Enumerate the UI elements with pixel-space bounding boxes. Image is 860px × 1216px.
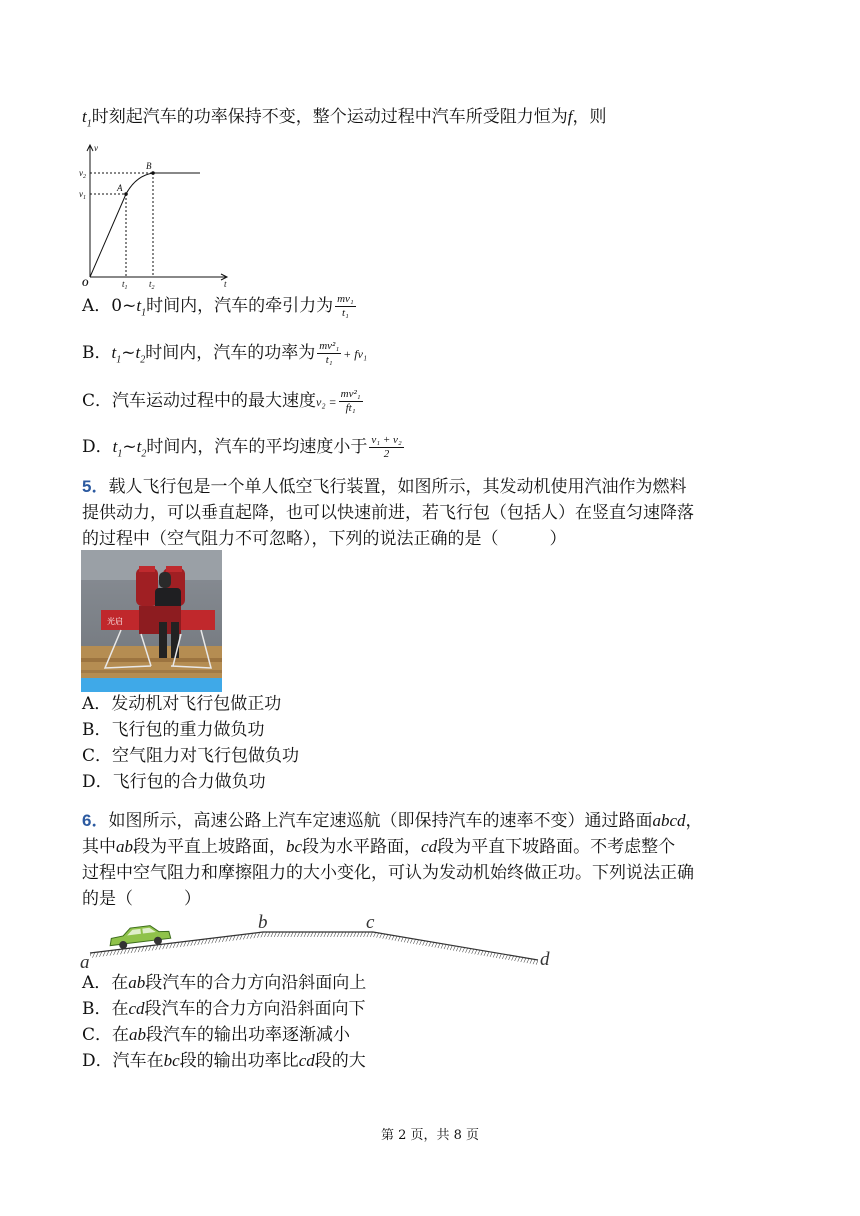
point-b-label: B [146, 161, 152, 171]
fraction: $\frac{\text{v₁ + v₂}}{2}$ [371, 434, 402, 460]
q5-option-d: D．飞行包的合力做负功 [82, 772, 266, 792]
jetpack-brand-label: 光启 [107, 617, 123, 626]
point-a-label: A [117, 183, 123, 193]
q4-option-b: B．$t_1\sim t_2$时间内，汽车的功率为 $\frac{\text{mv²₁}}{\text{t₁}}$ + fv₁ [82, 340, 368, 366]
q6-stem-line1: 6．如图所示，高速公路上汽车定速巡航（即保持汽车的速率不变）通过路面abcd， [82, 811, 703, 831]
q6-stem-line3: 过程中空气阻力和摩擦阻力的大小变化，可认为发动机始终做正功。下列说法正确 [82, 863, 694, 883]
q6-option-d: D．汽车在bc段的输出功率比cd段的大 [82, 1051, 366, 1071]
jetpack-photo [81, 550, 222, 692]
var-t: t [82, 107, 87, 126]
q6-stem-line4: 的是（ ） [82, 889, 201, 909]
road-diagram [78, 910, 558, 973]
y-axis-label: v [94, 143, 98, 153]
road-label-b: b [258, 912, 268, 933]
fraction: $\frac{\text{mv₁}}{\text{t₁}}$ [337, 293, 354, 319]
q5-option-c: C．空气阻力对飞行包做负功 [82, 746, 300, 766]
page-footer: 第 2 页，共 8 页 [380, 1128, 480, 1143]
fraction: $\frac{\text{mv²₁}}{\text{ft₁}}$ [340, 388, 361, 414]
road-label-d: d [540, 949, 550, 970]
sub: 1 [86, 118, 92, 130]
q4-option-a: A．$0\sim t_1$时间内，汽车的牵引力为 $\frac{\text{mv₁}}{\text{t₁}}$ [82, 293, 354, 319]
vt-graph [80, 140, 240, 290]
origin-label: O [82, 278, 89, 288]
q4-option-c: C．汽车运动过程中的最大速度v₂ = $\frac{\text{mv²₁}}{\text{ft₁}}$ [82, 388, 361, 414]
fraction: $\frac{\text{mv²₁}}{\text{t₁}}$ [319, 340, 340, 366]
intro-end: ，则 [572, 107, 607, 127]
q6-option-a: A．在ab段汽车的合力方向沿斜面向上 [82, 973, 367, 993]
q6-stem-line2: 其中ab段为平直上坡路面，bc段为水平路面，cd段为平直下坡路面。不考虑整个 [82, 837, 676, 857]
q5-stem-line2: 提供动力，可以垂直起降，也可以快速前进，若飞行包（包括人）在竖直匀速降落 [82, 503, 694, 523]
q5-option-b: B．飞行包的重力做负功 [82, 720, 265, 740]
q5-stem-line1: 5．载人飞行包是一个单人低空飞行装置，如图所示，其发动机使用汽油作为燃料 [82, 477, 687, 497]
t2-label: $t_2$ [149, 279, 155, 291]
var-f: f [567, 107, 573, 126]
q5-stem-line3: 的过程中（空气阻力不可忽略），下列的说法正确的是（ ） [82, 529, 567, 549]
intro-line [82, 104, 606, 137]
road-label-c: c [366, 912, 375, 933]
x-axis-label: t [224, 279, 227, 289]
question-number: 6． [82, 811, 109, 830]
q6-option-c: C．在ab段汽车的输出功率逐渐减小 [82, 1025, 351, 1045]
question-number: 5． [82, 477, 109, 496]
point-a-dot [124, 192, 128, 196]
road-label-a: a [80, 952, 90, 973]
q4-option-d: D．$t_1\sim t_2$时间内，汽车的平均速度小于 $\frac{\text{v₁ + v₂}}{2}$ [82, 434, 402, 460]
q5-option-a: A．发动机对飞行包做正功 [82, 694, 282, 714]
v1-label: $v_1$ [79, 189, 86, 201]
point-b-dot [151, 171, 155, 175]
q6-option-b: B．在cd段汽车的合力方向沿斜面向下 [82, 999, 366, 1019]
t1-label: $t_1$ [122, 279, 128, 291]
v2-label: $v_2$ [79, 168, 86, 180]
intro-text: 时刻起汽车的功率保持不变，整个运动过程中汽车所受阻力恒为 [91, 107, 568, 127]
